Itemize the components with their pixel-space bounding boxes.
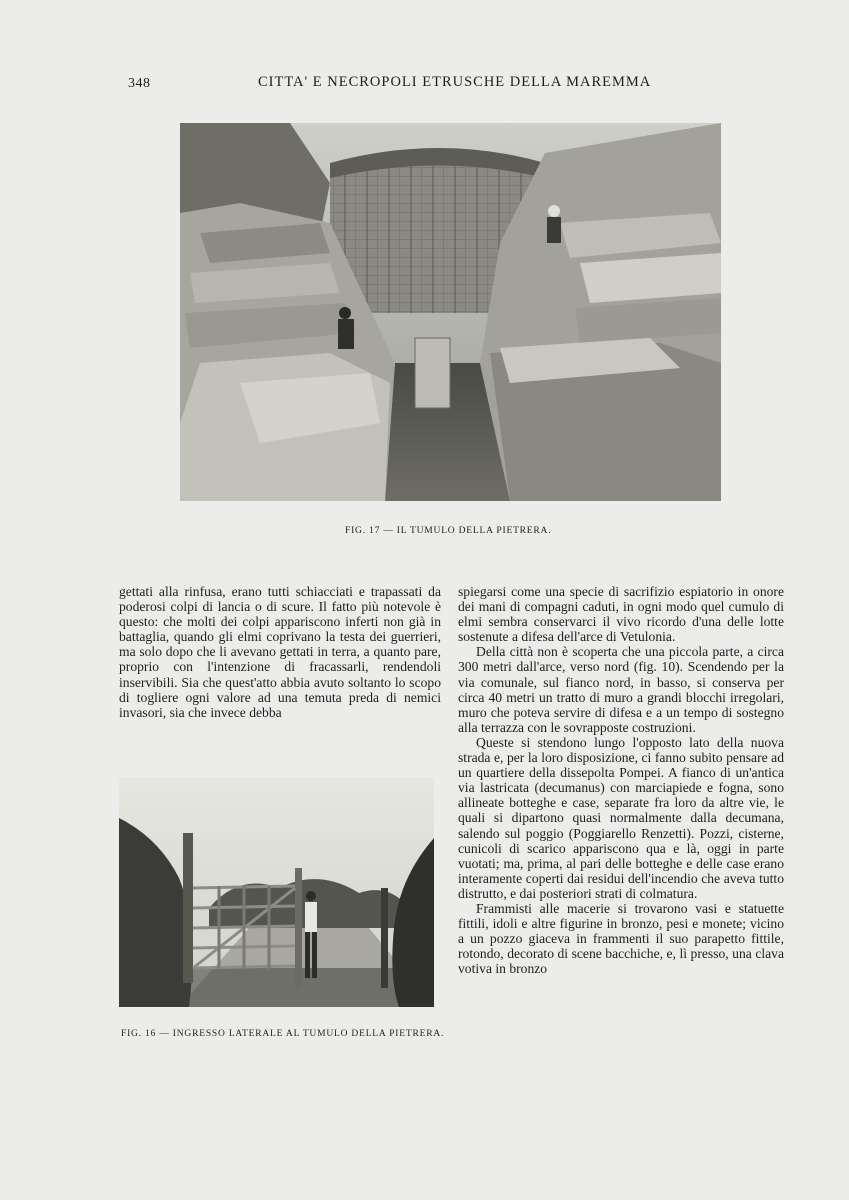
tumulus-photo <box>180 123 721 501</box>
tumulus-illustration <box>180 123 721 501</box>
gate-illustration <box>119 778 434 1007</box>
left-text-column <box>119 584 441 720</box>
right-text-column <box>458 584 784 976</box>
gate-photo <box>119 778 434 1007</box>
paragraph: spiegarsi come una specie di sacrifizio espiatorio in onore dei mani di compagni caduti, in ogni modo quel cumulo di elmi sembra conservarci il vivo ricordo d'una delle lotte sostenute a difesa dell'arce di Vetulonia. <box>458 584 784 645</box>
paragraph: Della città non è scoperta che una piccola parte, a circa 300 metri dall'arce, verso nord (fig. 10). Scendendo per la via comunale, sul fianco nord, in basso, si conserva per circa 40 metri un tratto di muro a grandi blocchi irregolari, muro che poteva servire di difesa e a un tempo di sostegno alla terrazza con le sovrapposte costruzioni. <box>458 644 784 735</box>
running-title: CITTA' E NECROPOLI ETRUSCHE DELLA MAREMMA <box>258 74 652 90</box>
figure-17-caption: FIG. 17 — IL TUMULO DELLA PIETRERA. <box>345 526 552 536</box>
paragraph: gettati alla rinfusa, erano tutti schiacciati e trapassati da poderosi colpi di lancia o di scure. Il fatto più notevole è questo: che molti dei colpi appariscono inferti non già in battaglia, quando gli elmi coprivano la testa dei guerrieri, ma solo dopo che li avevano gettati in terra, a quanto pare, proprio con l'intenzione di fracassarli, rendendoli inservibili. Sia che quest'atto abbia avuto soltanto lo scopo di togliere ogni valore ad una temuta preda di nemici invasori, sia che invece debba <box>119 584 441 720</box>
figure-16-caption: FIG. 16 — INGRESSO LATERALE AL TUMULO DELLA PIETRERA. <box>121 1029 445 1039</box>
paragraph: Frammisti alle macerie si trovarono vasi e statuette fittili, idoli e altre figurine in bronzo, pesi e monete; vicino a un pozzo giaceva in frammenti il suo parapetto fittile, rotondo, decorato di scene bacchiche, e, lì presso, una clava votiva in bronzo <box>458 900 784 977</box>
page-number: 348 <box>128 76 151 91</box>
paragraph: Queste si stendono lungo l'opposto lato della nuova strada e, per la loro disposizione, ci fanno subito pensare ad un quartiere della dissepolta Pompei. A fianco di un'antica via lastricata (decumanus) con marciapiede e fogna, sono allineate botteghe e case, separate fra loro da altre vie, le quali si dipartono quasi normalmente dalla decumana, salendo sul poggio (Poggiarello Renzetti). Pozzi, cisterne, cunicoli di scarico appariscono qua e là, oggi in parte vuotati; ma, prima, al pari delle botteghe e delle case erano interamente coperti dai residui dell'incendio che aveva tutto distrutto, e dai posteriori strati di colmatura. <box>458 734 784 901</box>
